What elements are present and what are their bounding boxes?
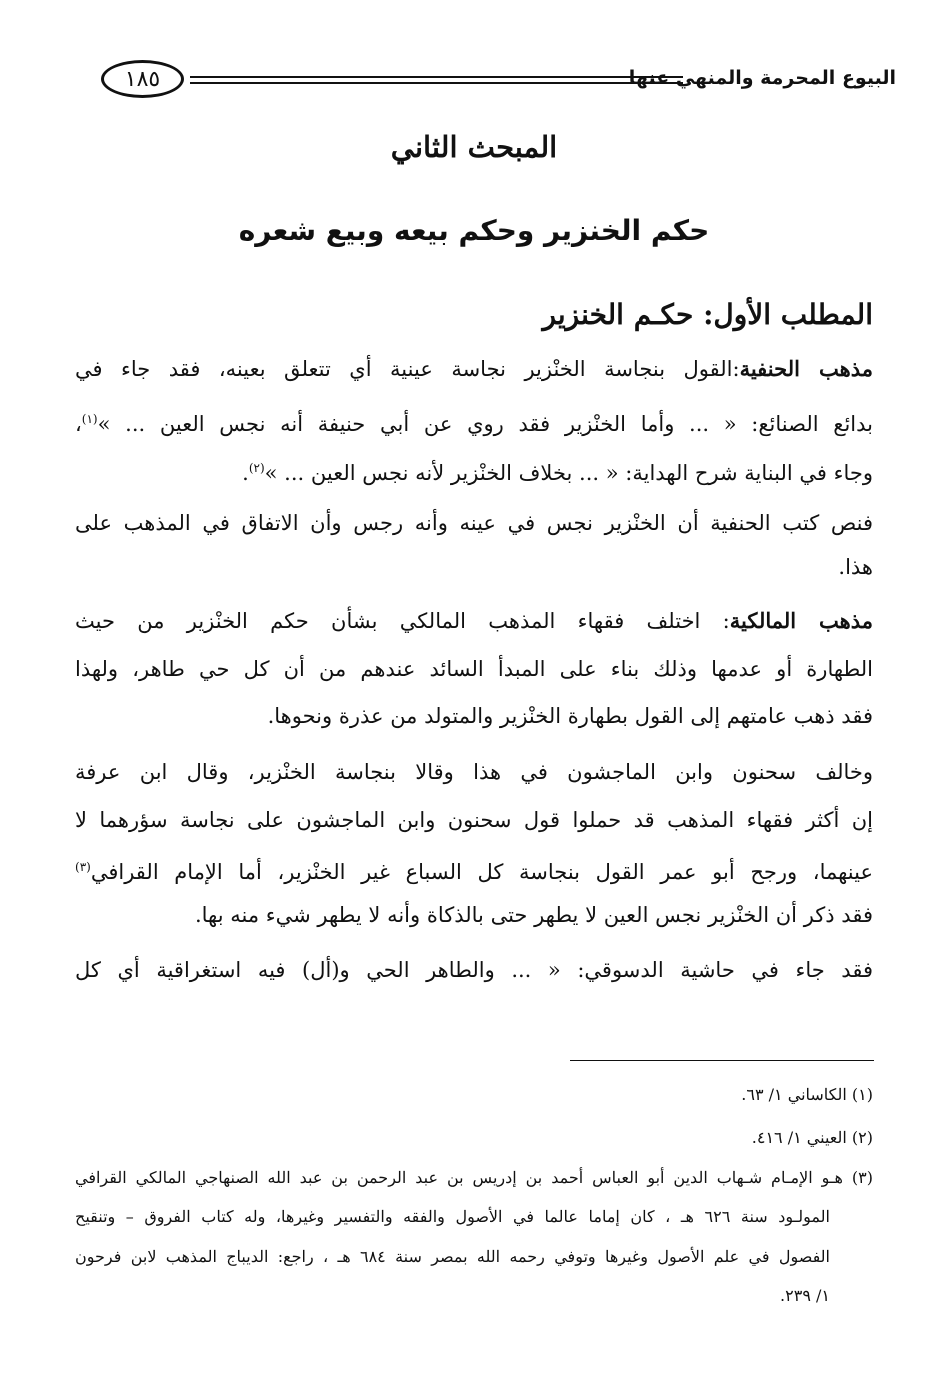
body-line: فقد جاء في حاشية الدسوقي: « ... والطاهر الحي و(أل) فيه استغراقية أي كل	[75, 958, 873, 982]
footnote-1: (١) الكاساني ١/ ٦٣.	[741, 1085, 873, 1104]
footnote-ref: (١)	[81, 412, 98, 426]
footnote-3: (٣) هـو الإمـام شـهاب الدين أبو العباس أحمد بن إدريس بن عبد الرحمن بن عبد الله الصنهاجي المالكي القرافي	[75, 1168, 873, 1187]
footnote-3-continued: الفصول في علم الأصول وغيرها وتوفي رحمه الله بمصر سنة ٦٨٤ هـ ، راجع: الديباج المذهب لابن فرحون	[75, 1247, 830, 1266]
body-line: الطهارة أو عدمها وذلك بناء على المبدأ السائد عندهم من أن كل حي طاهر، ولهذا	[75, 657, 873, 681]
body-text: بدائع الصنائع: « ... وأما الخنْزير فقد روي عن أبي حنيفة أنه نجس العين ... »	[97, 412, 873, 436]
punctuation: ،	[75, 412, 82, 436]
header-rule	[190, 82, 683, 84]
body-text: وجاء في البناية شرح الهداية: « ... بخلاف الخنْزير لأنه نجس العين ... »	[264, 461, 873, 485]
punctuation: .	[242, 461, 249, 485]
body-line	[75, 354, 873, 384]
footnote-ref: (٢)	[248, 461, 265, 475]
body-text: عينهما، ورجح أبو عمر القول بنجاسة كل السباع غير الخنْزير، أما الإمام القرافي	[90, 860, 873, 884]
footnote-ref: (٣)	[75, 860, 91, 874]
body-line	[75, 852, 873, 887]
section-title: المبحث الثاني	[390, 130, 558, 164]
body-line: فنص كتب الحنفية أن الخنْزير نجس في عينه وأنه رجس وأن الاتفاق في المذهب على	[75, 511, 873, 535]
footnote-3-continued: ١/ ٢٣٩.	[780, 1286, 830, 1305]
footnote-3-continued: المولـود سنة ٦٢٦ هـ ، كان إماما عالما في الأصول والفقه والتفسير وغيرها، وله كتاب الفروق – وتنقيح	[75, 1207, 831, 1226]
body-line: هذا.	[838, 555, 873, 579]
body-line	[75, 606, 873, 636]
subsection-title: المطلب الأول: حكـم الخنزير	[542, 298, 873, 331]
school-label-hanafi: مذهب الحنفية	[739, 356, 873, 381]
page-number: ١٨٥	[101, 60, 184, 98]
body-line	[75, 404, 873, 439]
body-line: فقد ذهب عامتهم إلى القول بطهارة الخنْزير والمتولد من عذرة ونحوها.	[267, 704, 873, 728]
body-line: وخالف سحنون وابن الماجشون في هذا وقالا بنجاسة الخنْزير، وقال ابن عرفة	[75, 760, 873, 784]
footnote-2: (٢) العيني ١/ ٤١٦.	[751, 1128, 873, 1147]
body-line: فقد ذكر أن الخنْزير نجس العين لا يطهر حتى بالذكاة وأنه لا يطهر شيء منه بها.	[194, 903, 873, 927]
footnote-separator	[570, 1060, 874, 1061]
chapter-title: حكم الخنزير وحكم بيعه وبيع شعره	[238, 214, 710, 247]
body-line: إن أكثر فقهاء المذهب قد حملوا قول سحنون وابن الماجشون على نجاسة سؤرهما لا	[75, 808, 873, 832]
running-title: البيوع المحرمة والمنهي عنها	[628, 67, 896, 89]
school-label-maliki: مذهب المالكية	[729, 608, 874, 633]
body-line	[75, 453, 873, 488]
header-rule	[190, 76, 683, 78]
body-text: :القول بنجاسة الخنْزير نجاسة عينية أي تتعلق بعينه، فقد جاء في	[75, 357, 740, 381]
body-text: : اختلف فقهاء المذهب المالكي بشأن حكم الخنْزير من حيث	[75, 609, 730, 633]
